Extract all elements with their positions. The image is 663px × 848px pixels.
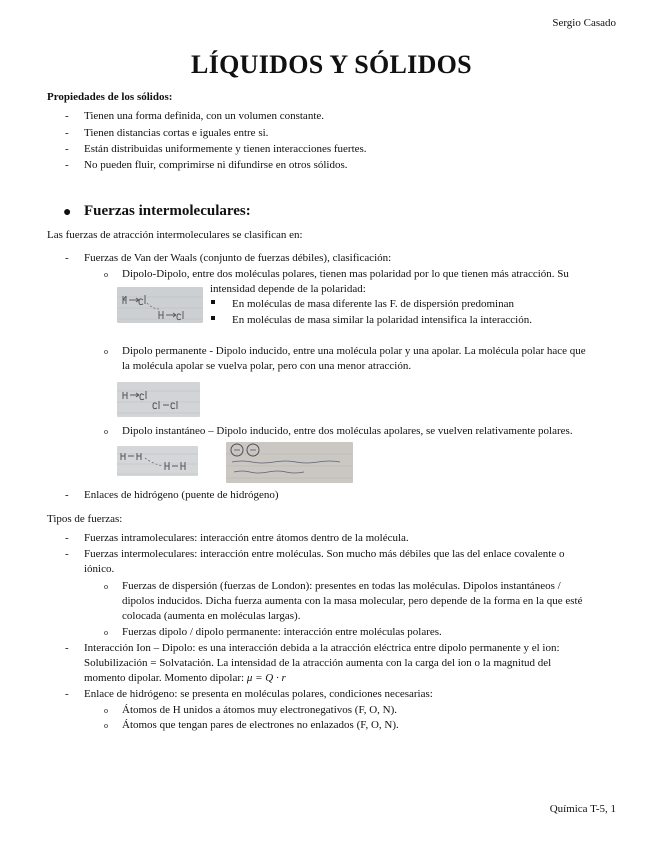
paragraph: Tipos de fuerzas: [47, 513, 123, 525]
circle-bullet: o [104, 628, 108, 637]
dash-bullet: - [65, 642, 69, 654]
list-item: Tienen distancias cortas e iguales entre si. [84, 127, 269, 139]
list-item: En moléculas de masa similar la polaridad intensifica la interacción. [232, 314, 532, 326]
circle-bullet: o [104, 706, 108, 715]
list-item: Interacción Ion – Dipolo: es una interacción debida a la atracción eléctrica entre dipolo permanente y el ion: [84, 642, 560, 654]
list-item-continuation: Solubilización = Solvatación. La intensidad de la atracción aumenta con la carga del ion o la magnitud del [84, 657, 552, 669]
list-item: Fuerzas de dispersión (fuerzas de London): presentes en todas las moléculas. Dipolos instantáneos / [122, 580, 561, 592]
dash-bullet: - [65, 532, 69, 544]
circle-bullet: o [104, 270, 108, 279]
list-item: Dipolo permanente - Dipolo inducido, entre una molécula polar y una apolar. La molécula polar hace que [122, 345, 586, 357]
dash-bullet: - [65, 110, 69, 122]
square-bullet [211, 300, 215, 304]
dash-bullet: - [65, 688, 69, 700]
list-item: En moléculas de masa diferente las F. de dispersión predominan [232, 298, 514, 310]
bullet-dot: ● [63, 205, 72, 220]
list-item: Fuerzas intramoleculares: interacción entre átomos dentro de la molécula. [84, 532, 409, 544]
dash-bullet: - [65, 159, 69, 171]
handwritten-photo [226, 442, 353, 483]
page-title: LÍQUIDOS Y SÓLIDOS [191, 50, 472, 79]
list-item-continuation: colocada (aumenta en moléculas largas). [122, 610, 301, 622]
dipole-formula: μ = Q · r [246, 672, 286, 684]
list-item: Enlace de hidrógeno: se presenta en moléculas polares, condiciones necesarias: [84, 688, 433, 700]
list-item: Fuerzas intermoleculares: interacción entre moléculas. Son mucho más débiles que las del enlace covalente o [84, 548, 565, 560]
page-number: Química T-5, 1 [549, 803, 616, 815]
dash-bullet: - [65, 489, 69, 501]
list-item-continuation: dipolos inducidos. Dicha fuerza aumenta con la masa molecular, pero depende de la forma en la que esté [122, 595, 583, 607]
author-name: Sergio Casado [552, 17, 616, 29]
dash-bullet: - [65, 548, 69, 560]
list-item-continuation [84, 671, 286, 687]
dash-bullet: - [65, 143, 69, 155]
section-heading: Fuerzas intermoleculares: [84, 203, 251, 219]
list-item: Dipolo instantáneo – Dipolo inducido, entre dos moléculas apolares, se vuelven relativamente polares. [122, 425, 573, 437]
list-item: Están distribuidas uniformemente y tienen interacciones fuertes. [84, 143, 367, 155]
handwritten-photo [117, 382, 200, 417]
list-item: Átomos que tengan pares de electrones no enlazados (F, O, N). [122, 719, 399, 731]
list-item: No pueden fluir, comprimirse ni difundirse en otros sólidos. [84, 159, 348, 171]
square-bullet [211, 316, 215, 320]
list-item-continuation: intensidad depende de la polaridad: [210, 283, 366, 295]
handwritten-photo [117, 446, 198, 476]
list-item-continuation: iónico. [84, 563, 115, 575]
circle-bullet: o [104, 347, 108, 356]
list-item: Fuerzas de Van der Waals (conjunto de fuerzas débiles), clasificación: [84, 252, 392, 264]
circle-bullet: o [104, 582, 108, 591]
dash-bullet: - [65, 252, 69, 264]
list-item: Átomos de H unidos a átomos muy electronegativos (F, O, N). [122, 704, 397, 716]
handwritten-photo [117, 287, 203, 323]
list-item: Dipolo-Dipolo, entre dos moléculas polares, tienen mas polaridad por lo que tienen más atracción. Su [122, 268, 569, 280]
text-fragment: momento dipolar. Momento dipolar: [84, 672, 245, 684]
dash-bullet: - [65, 127, 69, 139]
list-item: Tienen una forma definida, con un volumen constante. [84, 110, 325, 122]
list-item: Enlaces de hidrógeno (puente de hidrógeno) [84, 489, 279, 501]
list-item: Fuerzas dipolo / dipolo permanente: interacción entre moléculas polares. [122, 626, 442, 638]
circle-bullet: o [104, 427, 108, 436]
list-item-continuation: la molécula apolar se vuelva polar, pero con una menor atracción. [122, 360, 412, 372]
circle-bullet: o [104, 721, 108, 730]
solids-heading: Propiedades de los sólidos: [47, 91, 173, 103]
paragraph: Las fuerzas de atracción intermoleculares se clasifican en: [47, 229, 303, 241]
